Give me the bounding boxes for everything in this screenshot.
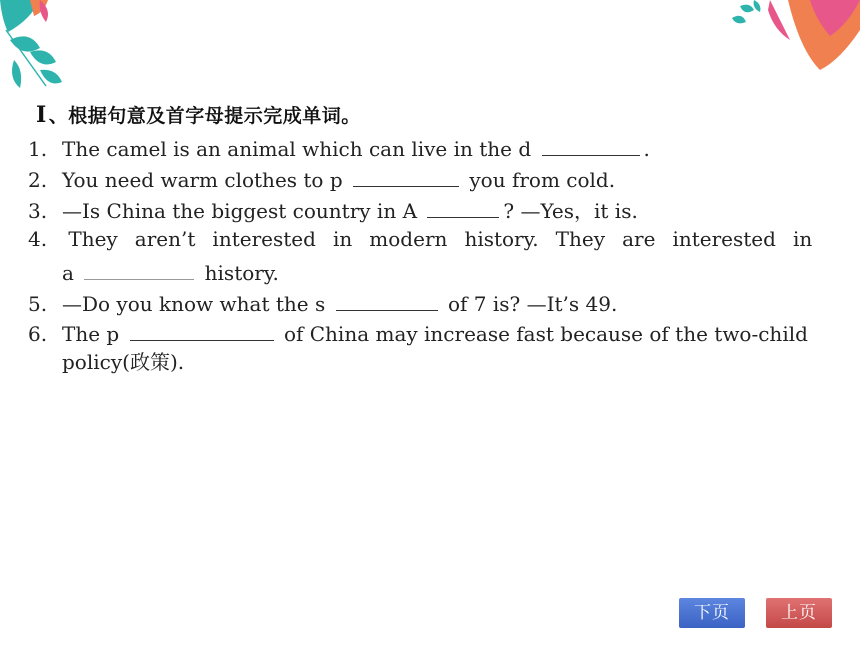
question-text-after: . [643, 137, 650, 161]
question-text-before: —Is China the biggest country in A [62, 199, 418, 223]
question-number: 4. [28, 227, 48, 251]
question-word: in [332, 227, 353, 251]
question-word: history. [464, 227, 539, 251]
question-number: 6. [28, 322, 48, 346]
question-text-continuation: policy(政策). [62, 350, 185, 374]
question-text-before: You need warm clothes to p [62, 168, 343, 192]
question-text-after: of China may increase fast because of the two-child [283, 322, 808, 346]
question-word: modern [369, 227, 448, 251]
answer-blank[interactable] [427, 195, 499, 218]
question-word: are [622, 227, 656, 251]
question-6-continuation [62, 349, 184, 375]
question-4 [28, 226, 812, 252]
leaf-decoration-right-icon [730, 0, 860, 70]
question-word: interested [212, 227, 316, 251]
section-title: 、根据句意及首字母提示完成单词。 [48, 105, 361, 127]
question-text-after: you from cold. [469, 168, 616, 192]
question-text-before: a [62, 261, 74, 285]
section-heading [36, 101, 361, 128]
question-number: 1. [28, 137, 48, 161]
question-1 [28, 133, 650, 159]
question-word: aren’t [134, 227, 196, 251]
question-3 [28, 195, 638, 221]
question-text-after: of 7 is? —It’s 49. [447, 292, 618, 316]
question-word: in [793, 227, 813, 251]
answer-blank[interactable] [353, 164, 459, 187]
leaf-decoration-left-icon [0, 0, 90, 95]
question-text-before: The camel is an animal which can live in the d [62, 137, 532, 161]
answer-blank[interactable] [542, 133, 640, 156]
question-text-after: ? —Yes，it is. [503, 199, 638, 223]
question-word: interested [672, 227, 776, 251]
question-number: 2. [28, 168, 48, 192]
question-number: 3. [28, 199, 48, 223]
question-5 [28, 288, 617, 314]
section-roman-numeral: Ⅰ [36, 102, 47, 128]
question-number: 5. [28, 292, 48, 316]
question-6 [28, 318, 808, 344]
question-4-continuation [62, 257, 279, 283]
answer-blank[interactable] [84, 257, 194, 280]
question-text-after: history. [204, 261, 279, 285]
question-text-before: The p [62, 322, 120, 346]
question-word: They [68, 227, 118, 251]
question-text-justified [68, 226, 812, 252]
question-text-before: —Do you know what the s [62, 292, 326, 316]
answer-blank[interactable] [130, 318, 274, 341]
previous-page-button[interactable]: 上页 [766, 598, 832, 628]
question-2 [28, 164, 615, 190]
next-page-button[interactable]: 下页 [679, 598, 745, 628]
question-word: They [555, 227, 606, 251]
answer-blank[interactable] [336, 288, 438, 311]
